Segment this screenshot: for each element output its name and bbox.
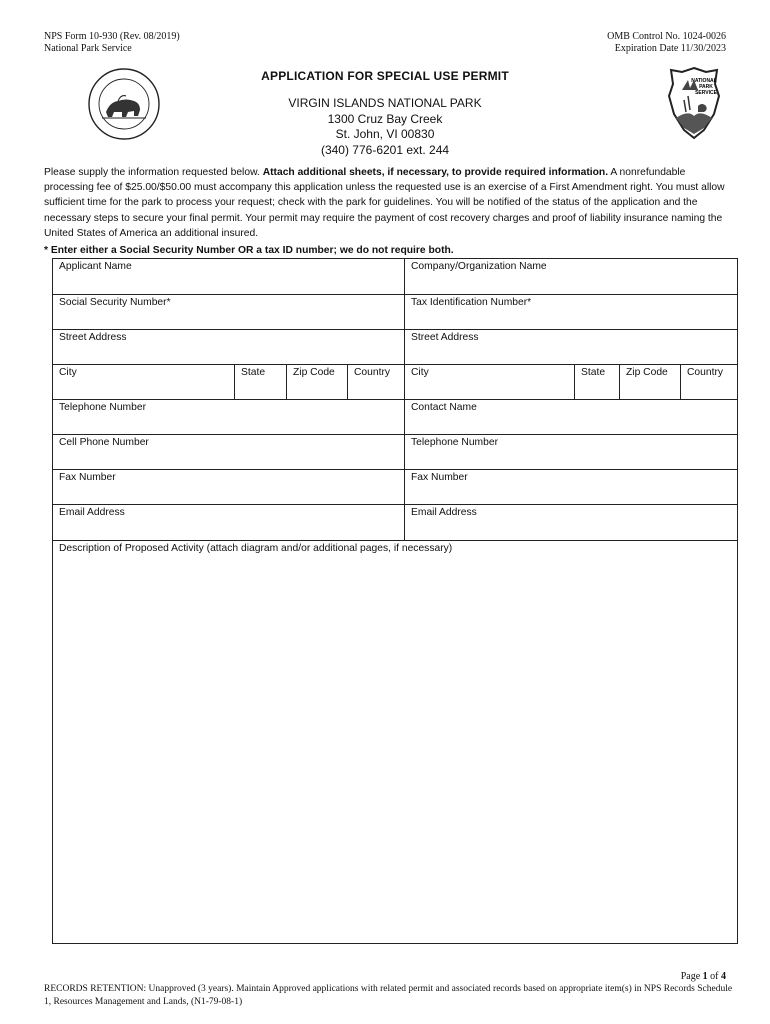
applicant-name-field[interactable]: Applicant Name [59,261,132,272]
arrowhead-text-service: SERVICE [695,90,717,96]
contact-name-field[interactable]: Contact Name [404,400,737,434]
page-of: of [710,971,719,982]
records-retention-note: RECORDS RETENTION: Unapproved (3 years). Maintain Approved applications with related permit and associated records based on appropriate item(s) in NPS Records Schedule 1, Resources Management and Lands, (N1-79-08-1) [44,984,733,1007]
form-row-ids [53,295,737,330]
form-row-phone [53,400,737,435]
park-address [0,96,770,158]
form-id: NPS Form 10-930 (Rev. 08/2019) [44,31,180,42]
instructions-bold-text: Attach additional sheets, if necessary, to provide required information. [262,167,609,178]
form-header-right [607,31,726,55]
instructions-paragraph [44,165,734,241]
park-street: 1300 Cruz Bay Creek [327,111,443,126]
email-field-right[interactable]: Email Address [404,505,737,540]
description-field[interactable]: Description of Proposed Activity (attach diagram and/or additional pages, if necessary) [59,543,453,554]
company-name-field[interactable]: Company/Organization Name [404,259,737,294]
state-field-right[interactable]: State [574,365,619,399]
fax-field-left[interactable]: Fax Number [59,472,116,483]
park-phone: (340) 776-6201 ext. 244 [320,142,450,157]
tax-id-field[interactable]: Tax Identification Number* [404,295,737,329]
arrowhead-text-park: PARK [699,84,713,90]
page-current: 1 [702,971,708,982]
street-address-field-right[interactable]: Street Address [404,330,737,364]
cell-phone-field[interactable]: Cell Phone Number [59,437,149,448]
page-number [681,971,726,982]
city-field-left[interactable]: City [59,367,77,378]
state-field-left[interactable]: State [234,365,286,399]
telephone-field-left[interactable]: Telephone Number [59,402,147,413]
form-row-names [53,259,737,295]
page-total: 4 [721,971,726,982]
city-field-right[interactable]: City [404,365,574,399]
country-field-left[interactable]: Country [347,365,404,399]
form-row-city [53,365,737,400]
agency-name: National Park Service [44,43,132,54]
form-row-email [53,505,737,541]
zip-field-right[interactable]: Zip Code [619,365,680,399]
application-form [52,258,738,944]
telephone-field-right[interactable]: Telephone Number [404,435,737,469]
page-prefix: Page [680,971,701,982]
country-field-right[interactable]: Country [680,365,737,399]
form-row-street [53,330,737,365]
ssn-field[interactable]: Social Security Number* [59,297,171,308]
instructions-text-2: A nonrefundable processing fee of $25.00/$50.00 must accompany this application unless the requested use is an exercise of a First Amendment right. You must allow sufficient time for the park to process your request; check with the park for guidelines. You will be notified of the status of the application and the necessary steps to secure your final permit. Your permit may require the payment of cost recovery charges and proof of liability insurance naming the United States of America an additional insured. [44,167,725,239]
instructions-text-1: Please supply the information requested below. [44,167,260,178]
fax-field-right[interactable]: Fax Number [404,470,737,504]
omb-control-number: OMB Control No. 1024-0026 [607,31,726,42]
page-title: APPLICATION FOR SPECIAL USE PERMIT [261,69,509,83]
arrowhead-text-national: NATIONAL [691,78,717,84]
ssn-tax-id-note: * Enter either a Social Security Number OR a tax ID number; we do not require both. [44,245,454,256]
form-row-fax [53,470,737,505]
zip-field-left[interactable]: Zip Code [286,365,347,399]
park-city: St. John, VI 00830 [335,127,435,141]
email-field-left[interactable]: Email Address [59,507,125,518]
expiration-date: Expiration Date 11/30/2023 [614,43,726,54]
form-row-cell [53,435,737,470]
form-header-left [44,31,180,55]
park-name: VIRGIN ISLANDS NATIONAL PARK [288,96,482,110]
street-address-field-left[interactable]: Street Address [59,332,127,343]
